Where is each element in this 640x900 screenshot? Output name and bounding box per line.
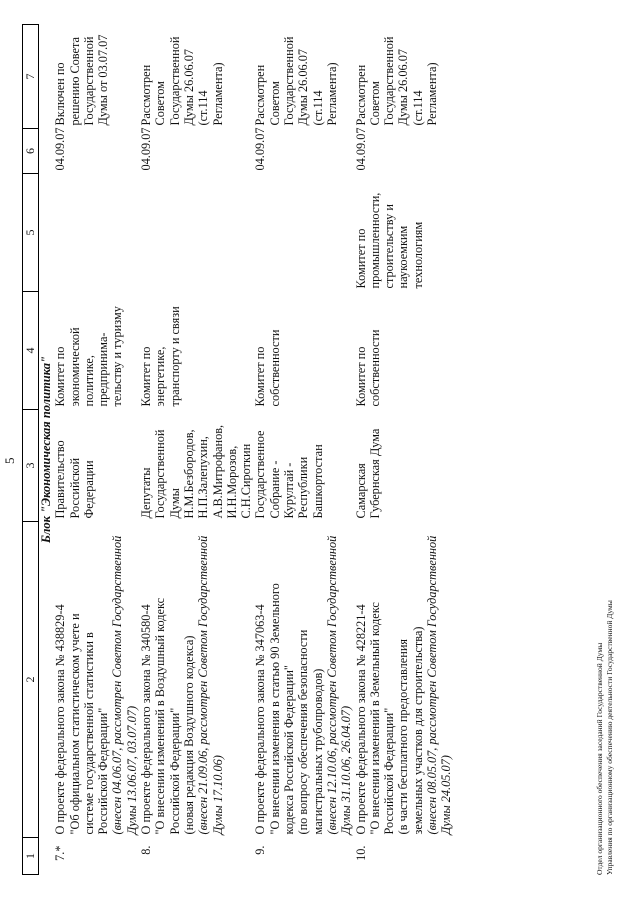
bill-text: (по вопросу обеспечения безопасности [296, 629, 311, 835]
bill-cell [139, 522, 253, 838]
initiator-cell: Самарская Губернская Дума [353, 428, 382, 519]
bill-text: земельных участков для строительства) [410, 626, 425, 835]
row-number: 7.* [53, 845, 68, 861]
bill-text: системе государственной статистики в [81, 632, 96, 835]
bill-text: О проекте федерального закона № 438829-4 [53, 604, 68, 835]
agenda-table [22, 24, 454, 875]
section-row [39, 25, 54, 875]
bill-text: Российской Федерации" [96, 707, 111, 835]
date-cell: 04.09.07 [139, 127, 154, 171]
bill-note: (внесен 21.09.06, рассмотрен Советом Государственной Думы 17.10.06) [196, 535, 225, 835]
remark-cell: Рассмотрен Советом Государственной Думы 26.06.07 (ст.114 Регламента) [253, 36, 339, 126]
co-executor-cell [53, 174, 139, 292]
remark-cell: Рассмотрен Советом Государственной Думы 26.06.07 (ст.114 Регламента) [353, 36, 440, 126]
bill-text: Российской Федерации" [167, 707, 182, 835]
footer-line: Отдел организационного обеспечения заседаний Государственной Думы [595, 642, 604, 875]
date-cell: 04.09.07 [253, 127, 268, 171]
bill-text: "Об официальном статистическом учете и [67, 613, 82, 835]
table-row [354, 25, 454, 875]
section-title: Блок "Экономическая политика" [39, 356, 53, 543]
committee-cell: Комитет по энергетике, транспорту и связи [139, 306, 182, 407]
row-number: 10. [353, 845, 368, 861]
bill-cell [53, 522, 139, 838]
table-row [53, 25, 139, 875]
column-header: 1 [23, 838, 39, 875]
committee-cell: Комитет по собственности [353, 329, 382, 407]
table-row [253, 25, 353, 875]
initiator-cell: Государственное Собрание - Курултай - Республики Башкортостан [253, 430, 325, 519]
co-executor-cell: Комитет по промышленности, строительству и наукоемким технологиям [353, 192, 425, 289]
column-header: 7 [23, 25, 39, 129]
bill-cell [354, 522, 454, 838]
co-executor-cell [253, 174, 353, 292]
bill-text: Российской Федерации" [382, 707, 397, 835]
bill-text: О проекте федерального закона № 340580-4 [139, 604, 154, 835]
bill-text: (в части бесплатного предоставления [396, 638, 411, 835]
page-number: 5 [2, 457, 17, 464]
column-header: 2 [23, 522, 39, 838]
bill-text: магистральных трубопроводов) [310, 668, 325, 835]
footer [595, 600, 615, 875]
bill-text: "О внесении изменений в Воздушный кодекс [153, 597, 168, 835]
column-header: 6 [23, 129, 39, 174]
column-header: 3 [23, 410, 39, 522]
table-row [139, 25, 253, 875]
bill-note: (внесен 08.05.07, рассмотрен Советом Государственной Думы 24.05.07) [425, 535, 454, 835]
date-cell: 04.09.07 [353, 127, 368, 171]
column-header: 4 [23, 292, 39, 410]
remark-cell: Включен по решению Совета Государственной Думы от 03.07.07 [53, 34, 111, 126]
column-number-row [23, 25, 39, 875]
bill-text: "О внесении изменений в Земельный кодекс [367, 602, 382, 835]
bill-text: (новая редакция Воздушного кодекса) [181, 635, 196, 835]
bill-note: (внесен 12.10.06, рассмотрен Советом Государственной Думы 31.10.06, 26.04.07) [324, 535, 354, 835]
bill-text: О проекте федерального закона № 428221-4 [353, 604, 368, 835]
co-executor-cell [139, 174, 253, 292]
committee-cell: Комитет по экономической политике, предпринима-тельству и туризму [53, 306, 125, 407]
row-number: 9. [253, 845, 268, 855]
bill-cell [253, 522, 353, 838]
remark-cell: Рассмотрен Советом Государственной Думы 26.06.07 (ст.114 Регламента) [139, 36, 225, 126]
footer-line: Управления по организационному обеспечению деятельности Государственной Думы [605, 600, 614, 875]
row-number: 8. [139, 845, 154, 855]
date-cell: 04.09.07 [53, 127, 68, 171]
bill-text: кодекса Российской Федерации" [282, 665, 297, 835]
bill-text: "О внесении изменения в статью 90 Земельного [267, 583, 282, 835]
bill-text: О проекте федерального закона № 347063-4 [253, 604, 268, 835]
bill-note: (внесен 04.06.07, рассмотрен Советом Государственной Думы 13.06.07, 03.07.07) [110, 535, 139, 835]
committee-cell: Комитет по собственности [253, 329, 282, 407]
initiator-cell: Депутаты Государственной Думы Н.М.Безбородов, Н.П.Залепухин, А.В.Митрофанов, И.Н.Морозов, С.Н.Сироткин [139, 424, 254, 519]
initiator-cell: Правительство Российской Федерации [53, 440, 96, 519]
column-header: 5 [23, 174, 39, 292]
